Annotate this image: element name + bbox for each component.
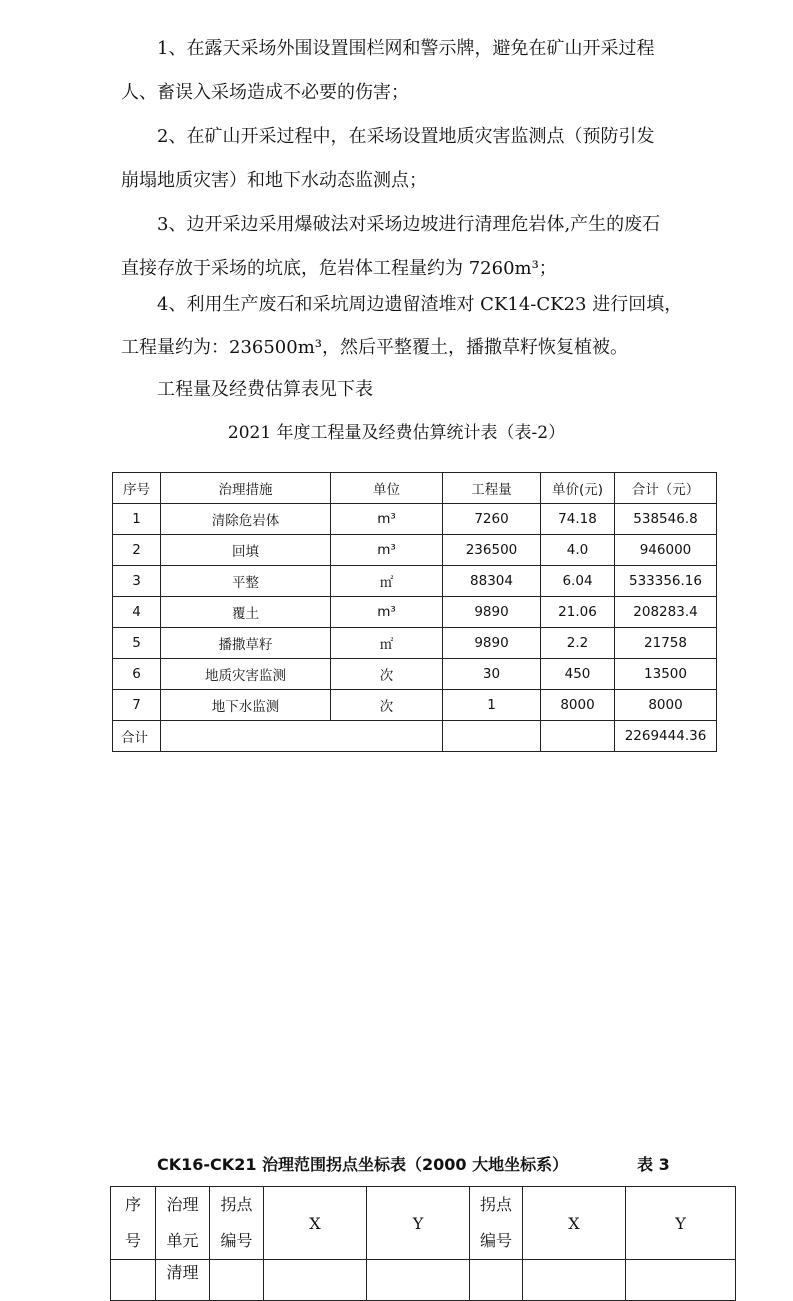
cell: 9890: [443, 597, 541, 628]
header-text: 拐点: [479, 1195, 512, 1214]
header-total: 合计（元）: [615, 473, 717, 504]
table-row: [113, 628, 717, 659]
cell: [264, 1260, 367, 1301]
cell: 地下水监测: [161, 690, 331, 721]
header-text: 号: [124, 1231, 141, 1250]
cell: 地质灾害监测: [161, 659, 331, 690]
cell: [470, 1260, 523, 1301]
header-point-2: [470, 1187, 523, 1260]
cell: 30: [443, 659, 541, 690]
coordinate-table: [110, 1186, 736, 1301]
cell: 450: [541, 659, 615, 690]
cell: [541, 721, 615, 752]
table-row: [113, 566, 717, 597]
cell: 13500: [615, 659, 717, 690]
header-text: 编号: [220, 1231, 253, 1250]
table-total-row: [113, 721, 717, 752]
cell: 2.2: [541, 628, 615, 659]
header-text: 序: [124, 1195, 141, 1214]
header-quantity: 工程量: [443, 473, 541, 504]
cell: 8000: [541, 690, 615, 721]
header-unit-price: 单价(元): [541, 473, 615, 504]
header-text: 单元: [166, 1231, 199, 1250]
cell: 5: [113, 628, 161, 659]
table-row: [113, 659, 717, 690]
cell: 覆土: [161, 597, 331, 628]
cell: 208283.4: [615, 597, 717, 628]
table-row: [113, 504, 717, 535]
cell: [443, 721, 541, 752]
cell: m³: [331, 535, 443, 566]
cell: 回填: [161, 535, 331, 566]
cell: 946000: [615, 535, 717, 566]
cell: 3: [113, 566, 161, 597]
cell: [626, 1260, 736, 1301]
cell: 4.0: [541, 535, 615, 566]
cell: 88304: [443, 566, 541, 597]
header-unit: 单位: [331, 473, 443, 504]
cell: 7260: [443, 504, 541, 535]
cell: 538546.8: [615, 504, 717, 535]
paragraph-1-cont: 人、畜误入采场造成不必要的伤害；: [121, 82, 409, 103]
header-x-1: X: [264, 1187, 367, 1260]
cell: m³: [331, 597, 443, 628]
header-point-1: [210, 1187, 264, 1260]
table-row: [113, 597, 717, 628]
cell: 74.18: [541, 504, 615, 535]
table-row: [111, 1260, 736, 1301]
table3-title: [157, 1152, 670, 1175]
header-text: 治理: [166, 1195, 199, 1214]
cell: [111, 1260, 156, 1301]
header-text: 拐点: [220, 1195, 253, 1214]
total-label: 合计: [113, 721, 161, 752]
cell: 7: [113, 690, 161, 721]
cell: 4: [113, 597, 161, 628]
header-seq: [111, 1187, 156, 1260]
cell: 6: [113, 659, 161, 690]
paragraph-3: 3、边开采边采用爆破法对采场边坡进行清理危岩体,产生的废石: [157, 214, 661, 235]
cell: [523, 1260, 626, 1301]
table-row: [113, 690, 717, 721]
paragraph-1: 1、在露天采场外围设置围栏网和警示牌，避免在矿山开采过程: [157, 38, 655, 59]
paragraph-2: 2、在矿山开采过程中，在采场设置地质灾害监测点（预防引发: [157, 126, 655, 147]
table2-caption: 2021 年度工程量及经费估算统计表（表-2）: [227, 423, 566, 443]
header-text: 编号: [479, 1231, 512, 1250]
cell: 236500: [443, 535, 541, 566]
cost-estimate-table: [112, 472, 717, 752]
cell: 533356.16: [615, 566, 717, 597]
cell: ㎡: [331, 628, 443, 659]
cell: [210, 1260, 264, 1301]
cell: 清除危岩体: [161, 504, 331, 535]
cell: [367, 1260, 470, 1301]
cell: [161, 721, 443, 752]
cell: m³: [331, 504, 443, 535]
paragraph-4-cont: 工程量约为：236500m³，然后平整覆土，播撒草籽恢复植被。: [121, 337, 628, 358]
cell: 9890: [443, 628, 541, 659]
cell: 6.04: [541, 566, 615, 597]
header-x-2: X: [523, 1187, 626, 1260]
table-row: [113, 535, 717, 566]
table3-header-row: [111, 1187, 736, 1260]
paragraph-5: 工程量及经费估算表见下表: [157, 379, 373, 400]
cell: 21758: [615, 628, 717, 659]
table3-tag: 表 3: [637, 1155, 670, 1174]
total-value: 2269444.36: [615, 721, 717, 752]
paragraph-3-cont: 直接存放于采场的坑底，危岩体工程量约为 7260m³；: [121, 258, 557, 279]
cell: 1: [443, 690, 541, 721]
header-measure: 治理措施: [161, 473, 331, 504]
cell: ㎡: [331, 566, 443, 597]
cell-unit: 清理: [156, 1260, 210, 1301]
header-y-2: Y: [626, 1187, 736, 1260]
cell: 21.06: [541, 597, 615, 628]
paragraph-2-cont: 崩塌地质灾害）和地下水动态监测点；: [121, 170, 427, 191]
header-unit: [156, 1187, 210, 1260]
header-seq: 序号: [113, 473, 161, 504]
cell: 2: [113, 535, 161, 566]
table-header-row: [113, 473, 717, 504]
cell: 次: [331, 659, 443, 690]
cell: 播撒草籽: [161, 628, 331, 659]
cell: 次: [331, 690, 443, 721]
paragraph-4: 4、利用生产废石和采坑周边遗留渣堆对 CK14-CK23 进行回填，: [157, 294, 683, 315]
cell: 1: [113, 504, 161, 535]
cell: 8000: [615, 690, 717, 721]
header-y-1: Y: [367, 1187, 470, 1260]
table3-title-text: CK16-CK21 治理范围拐点坐标表（2000 大地坐标系）: [157, 1155, 569, 1174]
cell: 平整: [161, 566, 331, 597]
